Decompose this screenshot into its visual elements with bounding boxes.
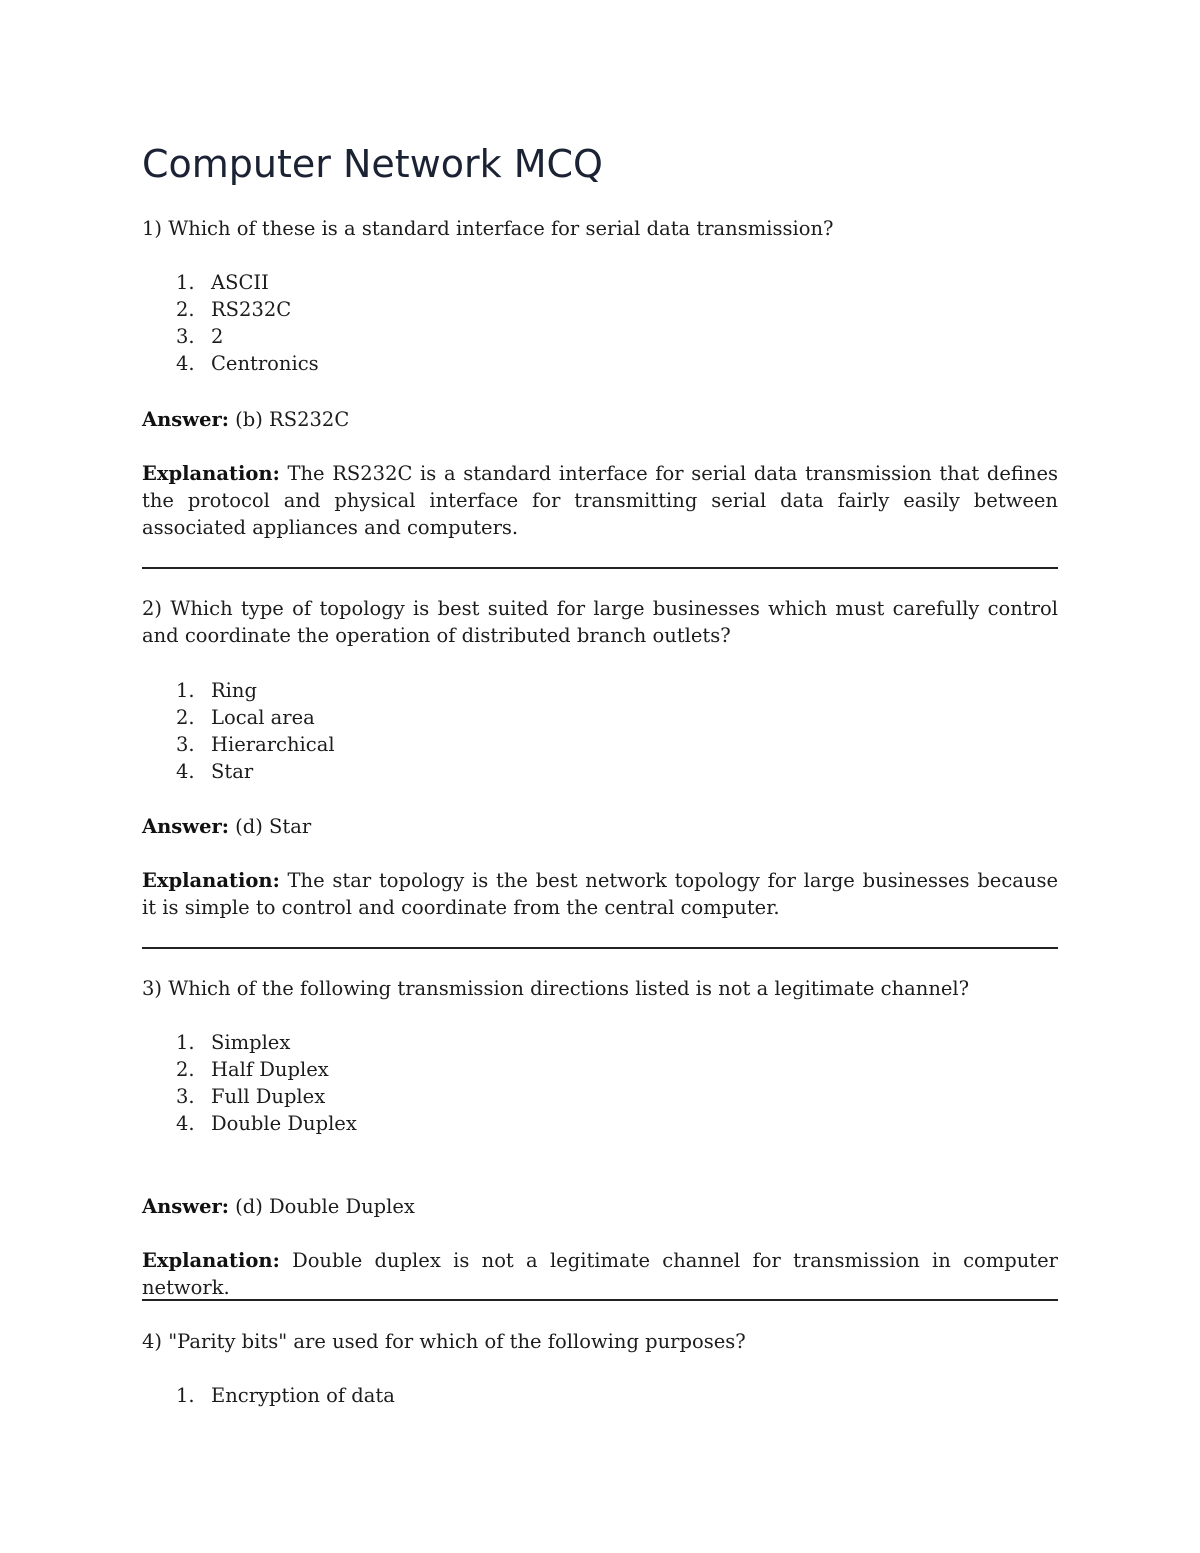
- option-number: 4.: [176, 352, 195, 375]
- option-item: [142, 1056, 1058, 1083]
- option-text: Centronics: [211, 352, 319, 375]
- question-2-text: 2) Which type of topology is best suited for large businesses which must carefully control and coordinate the operation of distributed branch outlets?: [142, 597, 1058, 647]
- question-1-options: [142, 269, 1058, 377]
- option-item: [142, 323, 1058, 350]
- question-3: [142, 975, 1058, 1002]
- answer-label: Answer:: [142, 408, 229, 431]
- option-text: Local area: [211, 706, 315, 729]
- option-number: 2.: [176, 298, 195, 321]
- question-1-text: 1) Which of these is a standard interface for serial data transmission?: [142, 217, 834, 240]
- option-text: Ring: [211, 679, 257, 702]
- question-3-answer: [142, 1193, 1058, 1220]
- answer-text: (d) Star: [235, 815, 312, 838]
- option-text: Simplex: [211, 1031, 291, 1054]
- option-number: 1.: [176, 1384, 195, 1407]
- option-item: [142, 1110, 1058, 1137]
- option-text: Double Duplex: [211, 1112, 357, 1135]
- question-3-text: 3) Which of the following transmission directions listed is not a legitimate channel?: [142, 977, 970, 1000]
- option-number: 1.: [176, 1031, 195, 1054]
- answer-label: Answer:: [142, 1195, 229, 1218]
- question-1: [142, 215, 1058, 242]
- question-3-explanation: [142, 1247, 1058, 1301]
- answer-label: Answer:: [142, 815, 229, 838]
- answer-text: (b) RS232C: [235, 408, 350, 431]
- question-2-explanation: [142, 867, 1058, 921]
- answer-text: (d) Double Duplex: [235, 1195, 415, 1218]
- option-number: 3.: [176, 1085, 195, 1108]
- option-item: [142, 350, 1058, 377]
- section-divider: [142, 1299, 1058, 1301]
- option-item: [142, 704, 1058, 731]
- option-item: [142, 1382, 1058, 1409]
- option-number: 3.: [176, 325, 195, 348]
- question-2-options: [142, 677, 1058, 785]
- option-number: 1.: [176, 679, 195, 702]
- option-text: RS232C: [211, 298, 292, 321]
- question-1-explanation: [142, 460, 1058, 541]
- option-item: [142, 758, 1058, 785]
- option-number: 4.: [176, 760, 195, 783]
- option-text: Encryption of data: [211, 1384, 395, 1407]
- explanation-text: The RS232C is a standard interface for serial data transmission that defines the protocol and physical interface for transmitting serial data fairly easily between associated appliances and computers.: [142, 462, 1059, 539]
- section-divider: [142, 947, 1058, 949]
- option-text: Star: [211, 760, 254, 783]
- explanation-label: Explanation:: [142, 462, 280, 485]
- option-item: [142, 1029, 1058, 1056]
- option-number: 1.: [176, 271, 195, 294]
- question-3-options: [142, 1029, 1058, 1137]
- option-item: [142, 296, 1058, 323]
- question-2-answer: [142, 813, 1058, 840]
- option-item: [142, 677, 1058, 704]
- question-1-answer: [142, 406, 1058, 433]
- option-number: 3.: [176, 733, 195, 756]
- option-text: ASCII: [211, 271, 269, 294]
- explanation-text: Double duplex is not a legitimate channel for transmission in computer network.: [142, 1249, 1058, 1299]
- option-item: [142, 1083, 1058, 1110]
- option-item: [142, 269, 1058, 296]
- option-number: 2.: [176, 706, 195, 729]
- option-text: Half Duplex: [211, 1058, 329, 1081]
- option-item: [142, 731, 1058, 758]
- option-number: 4.: [176, 1112, 195, 1135]
- explanation-text: The star topology is the best network topology for large businesses because it is simple to control and coordinate from the central computer.: [142, 869, 1058, 919]
- question-4-options: [142, 1382, 1058, 1409]
- explanation-label: Explanation:: [142, 1249, 280, 1272]
- option-text: Hierarchical: [211, 733, 335, 756]
- option-number: 2.: [176, 1058, 195, 1081]
- document-title: Computer Network MCQ: [142, 142, 603, 186]
- question-4-text: 4) "Parity bits" are used for which of the following purposes?: [142, 1330, 746, 1353]
- option-text: Full Duplex: [211, 1085, 326, 1108]
- explanation-label: Explanation:: [142, 869, 280, 892]
- question-4: [142, 1328, 1058, 1355]
- option-text: 2: [211, 325, 224, 348]
- section-divider: [142, 567, 1058, 569]
- question-2: [142, 595, 1058, 649]
